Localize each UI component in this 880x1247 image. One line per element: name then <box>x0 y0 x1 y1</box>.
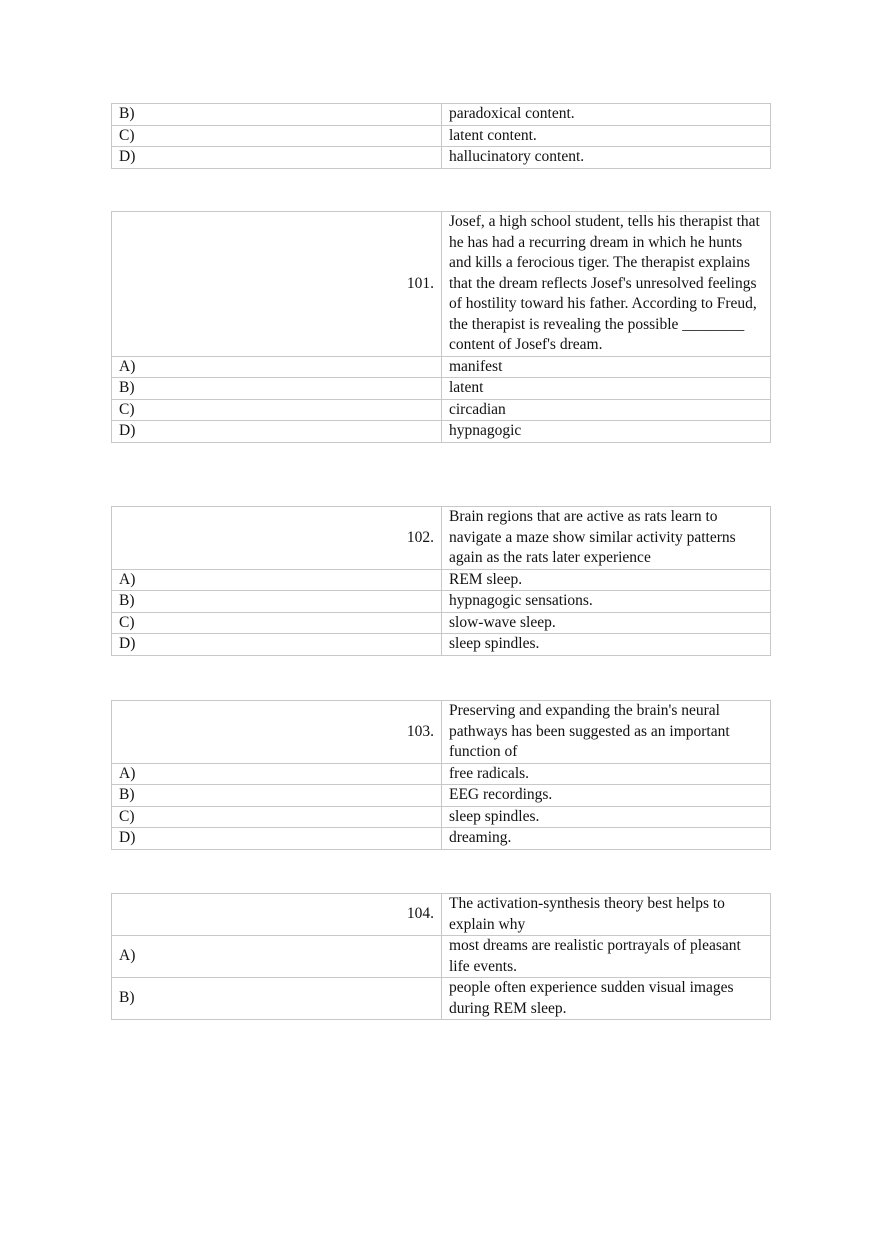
option-text: free radicals. <box>442 763 771 785</box>
option-letter: B) <box>112 785 442 807</box>
option-row <box>112 828 771 850</box>
option-text: latent <box>442 378 771 400</box>
option-text: slow-wave sleep. <box>442 612 771 634</box>
question-100-options-table <box>111 103 771 169</box>
question-103-table <box>111 700 771 850</box>
option-letter: B) <box>112 104 442 126</box>
option-text: dreaming. <box>442 828 771 850</box>
option-text: people often experience sudden visual images during REM sleep. <box>442 978 771 1020</box>
option-text: hypnagogic sensations. <box>442 591 771 613</box>
question-number: 102. <box>112 507 442 570</box>
question-number: 104. <box>112 894 442 936</box>
option-row <box>112 936 771 978</box>
option-letter: B) <box>112 978 442 1020</box>
question-stem: The activation-synthesis theory best helps to explain why <box>442 894 771 936</box>
option-row <box>112 147 771 169</box>
option-letter: D) <box>112 828 442 850</box>
option-text: hypnagogic <box>442 421 771 443</box>
question-stem: Brain regions that are active as rats learn to navigate a maze show similar activity patterns again as the rats later experience <box>442 507 771 570</box>
option-row <box>112 591 771 613</box>
question-stem-row <box>112 894 771 936</box>
option-letter: C) <box>112 125 442 147</box>
option-text: sleep spindles. <box>442 806 771 828</box>
question-stem: Josef, a high school student, tells his therapist that he has had a recurring dream in which he hunts and kills a ferocious tiger. The therapist explains that the dream reflects Josef's unresolved feelings of hostility toward his father. According to Freud, the therapist is revealing the possible ________ content of Josef's dream. <box>442 212 771 357</box>
option-row <box>112 806 771 828</box>
option-row <box>112 125 771 147</box>
option-text: EEG recordings. <box>442 785 771 807</box>
option-text: circadian <box>442 399 771 421</box>
question-102-table <box>111 506 771 656</box>
option-row <box>112 612 771 634</box>
option-text: latent content. <box>442 125 771 147</box>
option-row <box>112 634 771 656</box>
question-number: 101. <box>112 212 442 357</box>
option-row <box>112 978 771 1020</box>
option-row <box>112 763 771 785</box>
option-row <box>112 378 771 400</box>
option-letter: A) <box>112 936 442 978</box>
option-row <box>112 569 771 591</box>
question-stem-row <box>112 507 771 570</box>
option-row <box>112 399 771 421</box>
option-letter: D) <box>112 421 442 443</box>
option-text: hallucinatory content. <box>442 147 771 169</box>
option-text: sleep spindles. <box>442 634 771 656</box>
option-row <box>112 785 771 807</box>
option-text: paradoxical content. <box>442 104 771 126</box>
option-text: REM sleep. <box>442 569 771 591</box>
option-letter: B) <box>112 378 442 400</box>
option-letter: B) <box>112 591 442 613</box>
option-letter: A) <box>112 356 442 378</box>
option-letter: A) <box>112 569 442 591</box>
question-stem-row <box>112 212 771 357</box>
option-row <box>112 356 771 378</box>
question-stem: Preserving and expanding the brain's neural pathways has been suggested as an important function of <box>442 701 771 764</box>
option-letter: C) <box>112 612 442 634</box>
option-letter: C) <box>112 806 442 828</box>
option-row <box>112 104 771 126</box>
option-letter: D) <box>112 634 442 656</box>
question-104-table <box>111 893 771 1020</box>
question-number: 103. <box>112 701 442 764</box>
option-text: most dreams are realistic portrayals of pleasant life events. <box>442 936 771 978</box>
question-stem-row <box>112 701 771 764</box>
option-text: manifest <box>442 356 771 378</box>
option-letter: D) <box>112 147 442 169</box>
option-row <box>112 421 771 443</box>
question-101-table <box>111 211 771 443</box>
option-letter: C) <box>112 399 442 421</box>
option-letter: A) <box>112 763 442 785</box>
